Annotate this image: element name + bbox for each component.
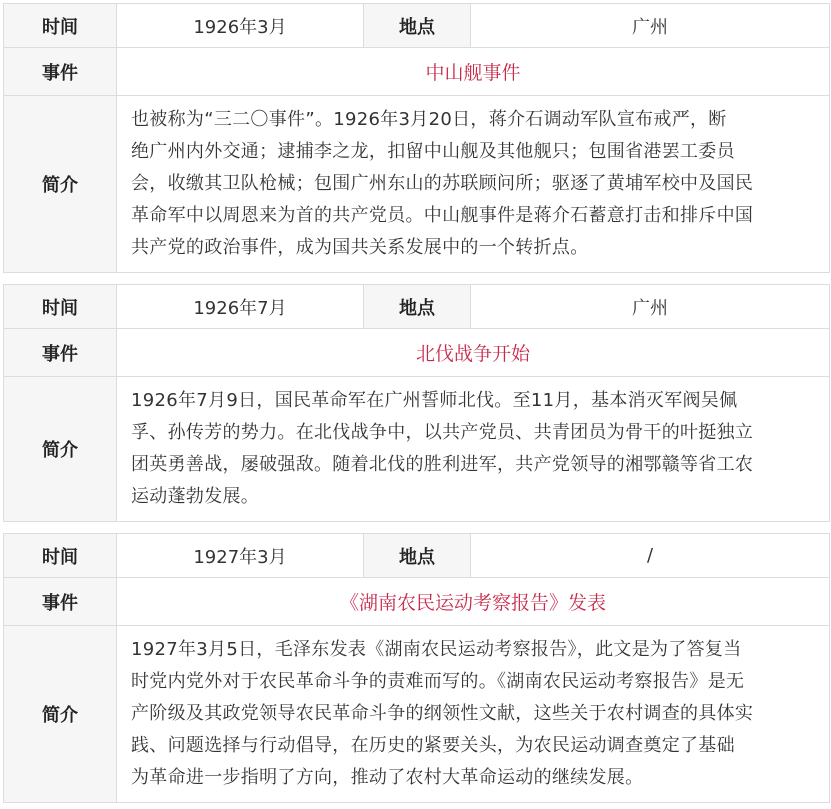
intro-line: 也被称为“三二〇事件”。1926年3月20日，蒋介石调动军队宣布戒严，断 (131, 109, 727, 130)
event-label: 事件 (4, 48, 117, 96)
event-label: 事件 (4, 578, 117, 626)
intro-line: 共产党的政治事件，成为国共关系发展中的一个转折点。 (131, 237, 589, 258)
time-label: 时间 (4, 4, 117, 48)
intro-line: 会，收缴其卫队枪械；包围广州东山的苏联顾问所；驱逐了黄埔军校中及国民 (131, 173, 754, 194)
event-name: 《湖南农民运动考察报告》发表 (117, 578, 830, 626)
intro-line: 1926年7月9日，国民革命军在广州誓师北伐。至11月，基本消灭军阀吴佩 (131, 390, 738, 411)
intro-line: 团英勇善战，屡破强敌。随着北伐的胜利进军，共产党领导的湘鄂赣等省工农 (131, 454, 754, 475)
event-table-2 (3, 284, 830, 522)
intro-line: 运动蓬勃发展。 (131, 486, 260, 507)
intro-label: 简介 (4, 377, 117, 522)
place-label: 地点 (364, 285, 471, 329)
event-table-3 (3, 533, 830, 803)
place-value: 广州 (471, 285, 830, 329)
event-intro (117, 626, 830, 803)
intro-line: 践、问题选择与行动倡导，在历史的紧要关头，为农民运动调查奠定了基础 (131, 735, 735, 756)
event-intro (117, 96, 830, 273)
time-value: 1926年3月 (117, 4, 364, 48)
event-name: 中山舰事件 (117, 48, 830, 96)
event-label: 事件 (4, 329, 117, 377)
place-value: 广州 (471, 4, 830, 48)
place-label: 地点 (364, 4, 471, 48)
place-value: / (471, 534, 830, 578)
intro-line: 为革命进一步指明了方向，推动了农村大革命运动的继续发展。 (131, 767, 644, 788)
event-table-1 (3, 3, 830, 273)
intro-label: 简介 (4, 96, 117, 273)
intro-line: 革命军中以周恩来为首的共产党员。中山舰事件是蒋介石蓄意打击和排斥中国 (131, 205, 754, 226)
intro-line: 1927年3月5日，毛泽东发表《湖南农民运动考察报告》，此文是为了答复当 (131, 639, 742, 660)
intro-line: 孚、孙传芳的势力。在北伐战争中，以共产党员、共青团员为骨干的叶挺独立 (131, 422, 754, 443)
place-label: 地点 (364, 534, 471, 578)
event-intro (117, 377, 830, 522)
event-name: 北伐战争开始 (117, 329, 830, 377)
time-value: 1926年7月 (117, 285, 364, 329)
intro-line: 时党内党外对于农民革命斗争的责难而写的。《湖南农民运动考察报告》是无 (131, 671, 745, 692)
intro-line: 产阶级及其政党领导农民革命斗争的纲领性文献，这些关于农村调查的具体实 (131, 703, 754, 724)
intro-label: 简介 (4, 626, 117, 803)
intro-line: 绝广州内外交通；逮捕李之龙，扣留中山舰及其他舰只；包围省港罢工委员 (131, 141, 735, 162)
time-label: 时间 (4, 534, 117, 578)
time-label: 时间 (4, 285, 117, 329)
time-value: 1927年3月 (117, 534, 364, 578)
